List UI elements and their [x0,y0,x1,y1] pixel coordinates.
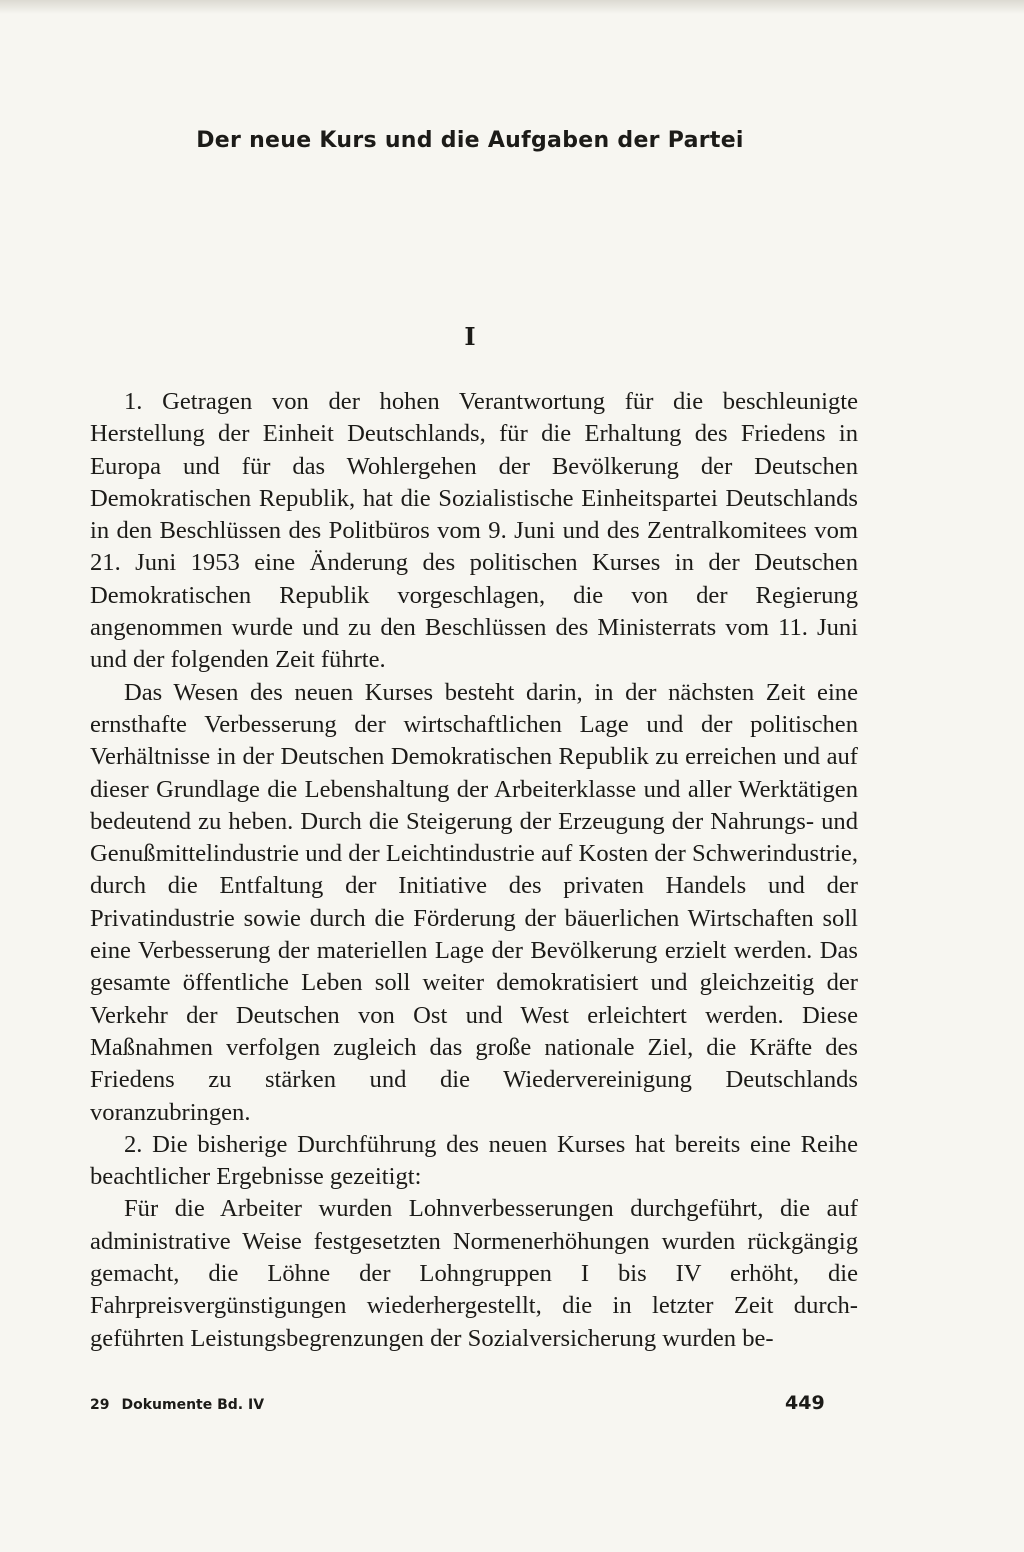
page-number: 449 [785,1392,825,1414]
paragraph-4: Für die Arbeiter wurden Lohnverbesserungen durchgeführt, die auf administrative Weise festgesetzten Normenerhöhungen wurden rückgängig gemacht, die Löhne der Lohngruppen I bis IV erhöht, die Fahrpreisvergünstigungen wiederhergestellt, die in letzter Zeit durchgeführten Leistungsbegrenzungen der Sozialversicherung wurden be- [90,1195,858,1352]
paragraph-3: 2. Die bisherige Durchführung des neuen Kurses hat bereits eine Reihe beachtlicher Ergebnisse gezeitigt: [90,1130,858,1191]
source-label: Dokumente Bd. IV [121,1397,265,1413]
signature-number: 29 [90,1397,110,1413]
body-text [90,386,858,1355]
paragraph-2: Das Wesen des neuen Kurses besteht darin, in der nächsten Zeit eine ernsthafte Verbesserung der wirtschaftlichen Lage und der politischen Verhältnisse in der Deutschen Demokratischen Republik zu erreichen und auf dieser Grundlage die Lebenshaltung der Arbeiterklasse und aller Werktätigen bedeutend zu heben. Durch die Steigerung der Erzeugung der Nahrungs- und Genußmittelindustrie und der Leichtindustrie auf Kosten der Schwerindustrie, durch die Entfaltung der Initiative des privaten Handels und der Privatindustrie sowie durch die Förderung der bäuerlichen Wirtschaften soll eine Verbesserung der materiellen Lage der Bevölkerung erzielt werden. Das gesamte öffentliche Leben soll weiter demokratisiert und gleichzeitig der Verkehr der Deutschen von Ost und West erleichtert werden. Diese Maßnahmen verfolgen zugleich das große nationale Ziel, die Kräfte des Friedens zu stärken und die Wiedervereinigung Deutschlands voranzubringen. [90,678,858,1126]
footer-signature [90,1397,264,1413]
document-title: Der neue Kurs und die Aufgaben der Partei [196,128,744,153]
paragraph-1: 1. Getragen von der hohen Verantwortung für die beschleunigte Herstellung der Einheit Deutschlands, für die Erhaltung des Friedens in Europa und für das Wohlergehen der Bevölkerung der Deutschen Demokratischen Republik, hat die Sozialistische Einheitspartei Deutschlands in den Beschlüssen des Politbüros vom 9. Juni und des Zentralkomitees vom 21. Juni 1953 eine Änderung des politischen Kurses in der Deutschen Demokratischen Republik vorgeschlagen, die von der Regierung angenommen wurde und zu den Beschlüssen des Ministerrats vom 11. Juni und der folgenden Zeit führte. [90,388,858,674]
section-numeral: I [464,322,476,351]
page-top-edge [0,0,1024,14]
